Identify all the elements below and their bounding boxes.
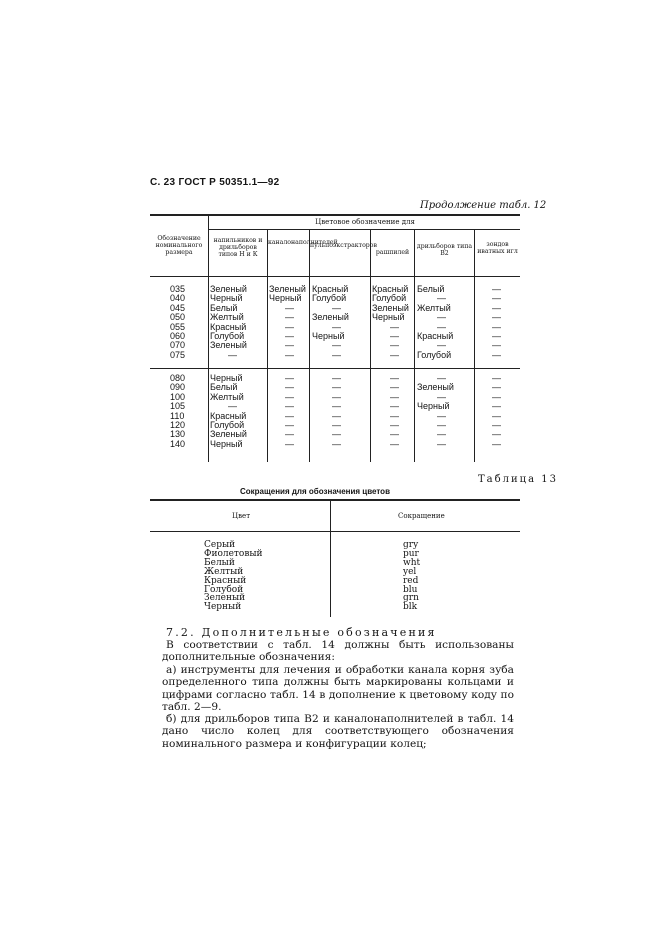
table-13-color-column <box>204 541 263 612</box>
table-13-header-color: Цвет <box>232 512 251 520</box>
list-item: pur <box>403 548 419 559</box>
table-13-column-divider <box>330 499 331 617</box>
list-item: wht <box>403 557 421 568</box>
paragraph-a: а) инструменты для лечения и обработки канала корня зуба определенного типа должны быть маркированы кольцами и цифрами согласно табл. 14 в дополнение к цветовому коду по табл. 2—9. <box>162 664 514 713</box>
drills-b2-column-group1: Белый — Желтый — — Красный — Голубой <box>417 284 454 360</box>
list-item: Голубой <box>204 584 244 595</box>
header-col-rasps: рашпилей <box>375 249 410 256</box>
list-item: blk <box>403 602 418 613</box>
rasps-column-group1: Красный Голубой Зеленый Черный — — — — <box>372 284 409 360</box>
list-item: Белый <box>204 557 235 568</box>
list-item: blu <box>403 584 418 595</box>
size-column-group2: 080 090 100 105 110 120 130 140 <box>170 373 186 449</box>
column-divider <box>474 229 475 462</box>
drills-b2-column-group2: — Зеленый — Черный — — — — <box>417 373 454 449</box>
probes-column-group1: — — — — — — — — <box>492 284 501 360</box>
list-item: gry <box>403 540 419 550</box>
table-13-header-abbr: Сокращение <box>398 512 445 520</box>
page-title: С. 23 ГОСТ Р 50351.1—92 <box>150 177 280 188</box>
header-col-drills-b2: дрильборов типа В2 <box>416 243 473 257</box>
list-item: Серый <box>204 540 236 550</box>
table-13-header-rule <box>150 531 520 532</box>
table-continuation-label: Продолжение табл. 12 <box>420 200 547 211</box>
column-divider <box>267 229 268 462</box>
header-color-designation: Цветовое обозначение для <box>315 218 415 226</box>
paragraph-intro: В соответствии с табл. 14 должны быть использованы дополнительные обозначения: <box>162 639 514 664</box>
fillers-column-group2: — — — — — — — — <box>285 373 294 449</box>
section-heading: 7.2. Дополнительные обозначения <box>166 626 437 639</box>
files-column-group1: Зеленый Черный Белый Желтый Красный Голубой Зеленый — <box>210 284 247 360</box>
list-item: Зеленый <box>204 593 246 604</box>
table-13-title: Сокращения для обозначения цветов <box>240 487 390 496</box>
header-size-designation: Обозначение номинального размера <box>155 235 203 256</box>
list-item: red <box>403 575 419 586</box>
column-divider <box>414 229 415 462</box>
header-col-extractors: пульпоэкстракторов <box>310 242 377 249</box>
size-column-group1: 035 040 045 050 055 060 070 075 <box>170 284 186 360</box>
column-divider <box>309 229 310 462</box>
extractors-column-group2: — — — — — — — — <box>332 373 341 449</box>
header-bottom-rule <box>150 276 520 277</box>
list-item: Черный <box>204 602 242 613</box>
table-top-rule <box>150 214 520 216</box>
files-column-group2: Черный Белый Желтый — Красный Голубой Зеленый Черный <box>210 373 247 449</box>
list-item: yel <box>403 566 417 577</box>
table-13-top-rule <box>150 499 520 501</box>
table-13-caption: Таблица 13 <box>478 474 558 485</box>
list-item: Желтый <box>204 566 244 577</box>
fillers-column-group1: Зеленый Черный — — — — — — <box>269 284 306 360</box>
list-item: Фиолетовый <box>204 548 263 559</box>
extractors-column-group1: Красный Голубой — Зеленый — Черный — — <box>312 284 349 360</box>
list-item: Красный <box>204 575 247 586</box>
header-col-probes: зондов иватных игл <box>477 241 518 255</box>
paragraph-b: б) для дрильборов типа В2 и каналонаполнителей в табл. 14 дано число колец для соответствующего обозначения номинального размера и конфигурации колец; <box>162 713 514 750</box>
table-13-abbr-column <box>403 541 420 612</box>
probes-column-group2: — — — — — — — — <box>492 373 501 449</box>
rasps-column-group2: — — — — — — — — <box>390 373 399 449</box>
list-item: grn <box>403 593 419 604</box>
header-col-files: напильников и дрильборов типов Н и К <box>213 237 263 258</box>
group-divider-rule <box>150 368 520 369</box>
column-divider <box>370 229 371 462</box>
header-col-fillers: каналонаполнителей <box>268 239 338 246</box>
